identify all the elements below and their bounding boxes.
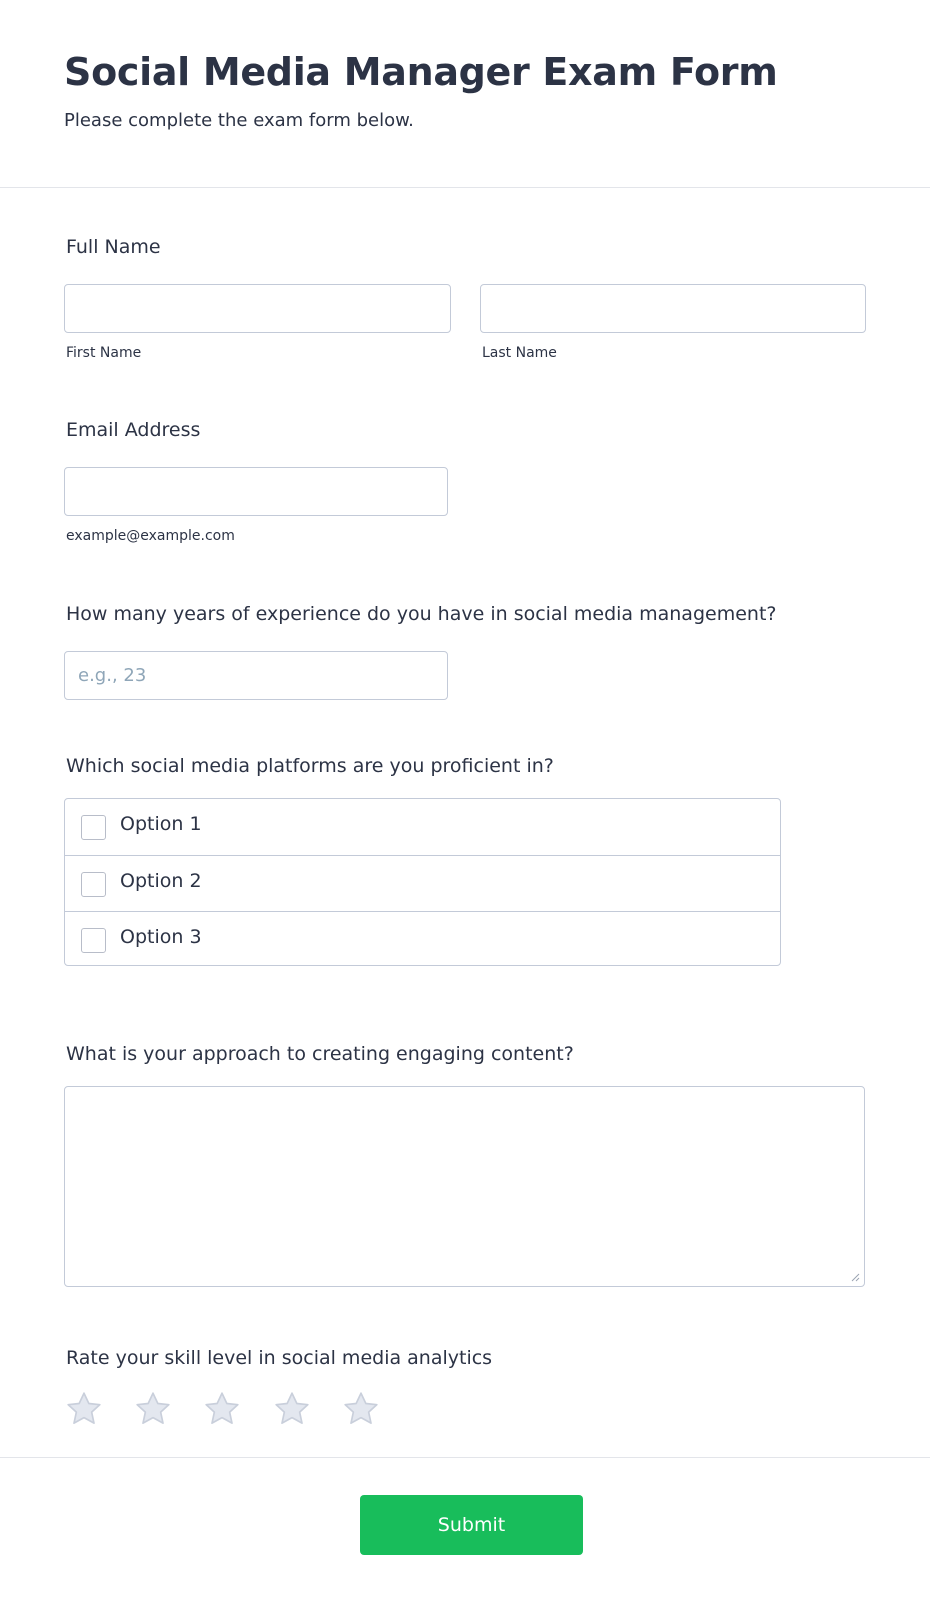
full-name-label: Full Name — [66, 236, 161, 258]
checkbox-label[interactable]: Option 1 — [120, 813, 202, 835]
form-header — [0, 0, 930, 188]
checkbox-label[interactable]: Option 2 — [120, 870, 202, 892]
checkbox-icon[interactable] — [81, 928, 106, 953]
star-icon[interactable] — [133, 1389, 173, 1429]
platforms-label: Which social media platforms are you proficient in? — [66, 755, 554, 777]
form-subtitle: Please complete the exam form below. — [64, 110, 414, 131]
star-icon[interactable] — [341, 1389, 381, 1429]
star-icon[interactable] — [64, 1389, 104, 1429]
experience-input[interactable] — [64, 651, 448, 700]
checkbox-label[interactable]: Option 3 — [120, 926, 202, 948]
checkbox-option[interactable] — [65, 799, 780, 855]
approach-textarea[interactable] — [64, 1086, 865, 1287]
first-name-sublabel: First Name — [66, 345, 142, 361]
checkbox-icon[interactable] — [81, 872, 106, 897]
platforms-checkbox-list — [64, 798, 781, 966]
last-name-input[interactable] — [480, 284, 866, 333]
footer-divider — [0, 1457, 930, 1458]
last-name-sublabel: Last Name — [482, 345, 557, 361]
approach-label: What is your approach to creating engaging content? — [66, 1043, 574, 1065]
rating-label: Rate your skill level in social media analytics — [66, 1347, 493, 1369]
email-sublabel: example@example.com — [66, 528, 235, 544]
experience-label: How many years of experience do you have in social media management? — [66, 603, 777, 625]
star-icon[interactable] — [272, 1389, 312, 1429]
submit-button[interactable]: Submit — [360, 1495, 583, 1555]
resize-handle-icon[interactable] — [850, 1272, 860, 1282]
email-label: Email Address — [66, 419, 201, 441]
email-input[interactable] — [64, 467, 448, 516]
star-icon[interactable] — [202, 1389, 242, 1429]
form-title: Social Media Manager Exam Form — [64, 50, 778, 94]
checkbox-option[interactable] — [65, 911, 780, 967]
checkbox-option[interactable] — [65, 855, 780, 911]
checkbox-icon[interactable] — [81, 815, 106, 840]
first-name-input[interactable] — [64, 284, 451, 333]
